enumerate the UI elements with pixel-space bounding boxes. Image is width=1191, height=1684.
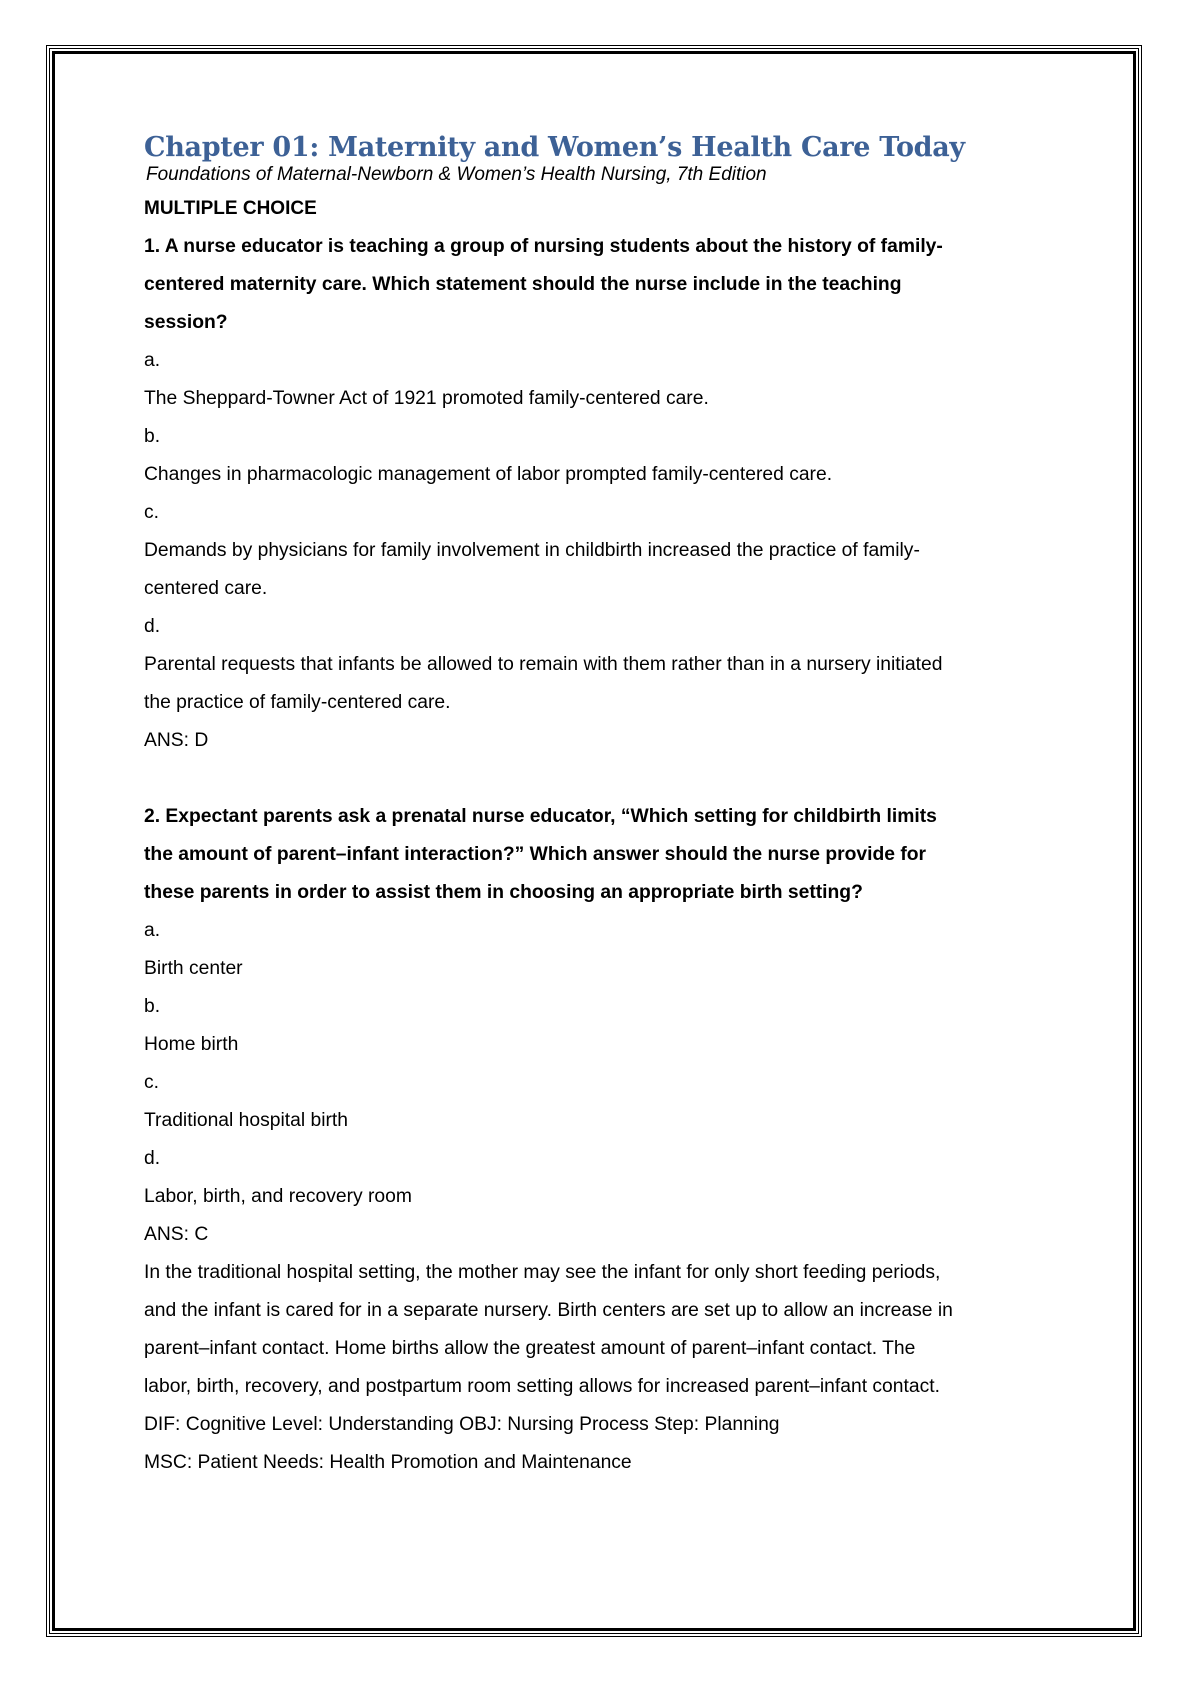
option-text: Traditional hospital birth (144, 1110, 348, 1131)
option-letter: a. (144, 920, 161, 941)
answer-key: ANS: C (144, 1224, 209, 1245)
difficulty-metadata: DIF: Cognitive Level: Understanding OBJ: Nursing Process Step: Planning (144, 1414, 780, 1435)
chapter-title: Chapter 01: Maternity and Women’s Health Care Today (144, 132, 965, 163)
rationale-line: parent–infant contact. Home births allow the greatest amount of parent–infant contact. The (144, 1338, 916, 1359)
question-stem-line: 2. Expectant parents ask a prenatal nurse educator, “Which setting for childbirth limits (144, 806, 937, 827)
option-text: Labor, birth, and recovery room (144, 1186, 412, 1207)
question-spacer (144, 760, 1074, 798)
option-text: Changes in pharmacologic management of labor prompted family-centered care. (144, 464, 833, 485)
msc-metadata: MSC: Patient Needs: Health Promotion and Maintenance (144, 1452, 632, 1473)
option-text: The Sheppard-Towner Act of 1921 promoted family-centered care. (144, 388, 709, 409)
option-letter: b. (144, 426, 161, 447)
option-text: Demands by physicians for family involvement in childbirth increased the practice of family- (144, 540, 920, 561)
option-text: Parental requests that infants be allowed to remain with them rather than in a nursery initiated (144, 654, 943, 675)
question-stem-line: these parents in order to assist them in choosing an appropriate birth setting? (144, 882, 863, 903)
option-text: the practice of family-centered care. (144, 692, 451, 713)
section-heading: MULTIPLE CHOICE (144, 198, 317, 219)
option-text: Home birth (144, 1034, 239, 1055)
question-stem-line: the amount of parent–infant interaction?” Which answer should the nurse provide for (144, 844, 927, 865)
question-1 (144, 228, 1074, 760)
option-letter: d. (144, 616, 161, 637)
option-letter: a. (144, 350, 161, 371)
rationale-line: In the traditional hospital setting, the mother may see the infant for only short feeding periods, (144, 1262, 941, 1283)
rationale-line: labor, birth, recovery, and postpartum room setting allows for increased parent–infant contact. (144, 1376, 940, 1397)
answer-key: ANS: D (144, 730, 209, 751)
option-letter: c. (144, 1072, 159, 1093)
question-2 (144, 798, 1074, 1482)
document-body (144, 132, 1074, 1482)
rationale-line: and the infant is cared for in a separate nursery. Birth centers are set up to allow an increase in (144, 1300, 953, 1321)
option-text: Birth center (144, 958, 243, 979)
option-letter: c. (144, 502, 159, 523)
question-stem-line: session? (144, 312, 228, 333)
question-stem-line: centered maternity care. Which statement should the nurse include in the teaching (144, 274, 902, 295)
question-stem-line: 1. A nurse educator is teaching a group of nursing students about the history of family- (144, 236, 943, 257)
option-letter: d. (144, 1148, 161, 1169)
option-text: centered care. (144, 578, 268, 599)
option-letter: b. (144, 996, 161, 1017)
book-subtitle: Foundations of Maternal-Newborn & Women’s Health Nursing, 7th Edition (146, 164, 767, 185)
